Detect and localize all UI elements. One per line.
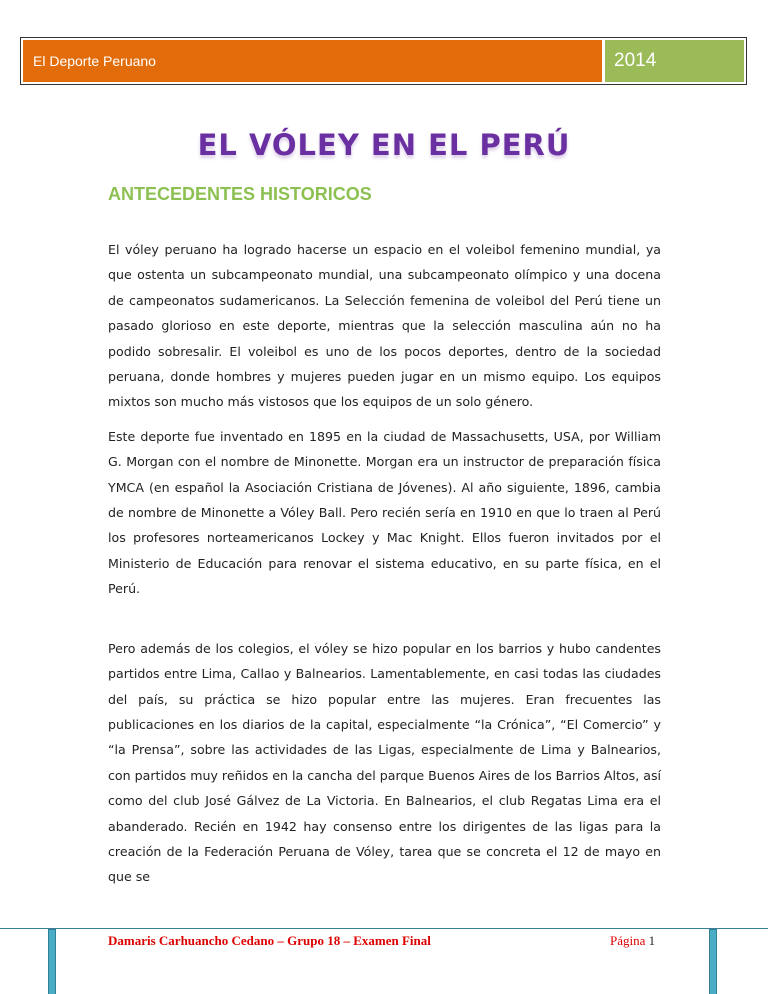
footer-page <box>610 933 655 949</box>
footer-left-bar <box>48 929 56 994</box>
header-year: 2014 <box>605 40 744 82</box>
page-label: Página <box>610 933 646 948</box>
page-number: 1 <box>648 933 656 948</box>
header-title: El Deporte Peruano <box>23 40 602 82</box>
page-header <box>20 37 747 85</box>
paragraph: Pero además de los colegios, el vóley se hizo popular en los barrios y hubo candentes partidos entre Lima, Callao y Balnearios. Lamentablemente, en casi todas las ciudades del país, su práctica se hizo popular entre las mujeres. Eran frecuentes las publicaciones en los diarios de la capital, especialmente “la Crónica”, “El Comercio” y “la Prensa”, sobre las actividades de las Ligas, especialmente de Lima y Balnearios, con partidos muy reñidos en la cancha del parque Buenos Aires de los Barrios Altos, así como del club José Gálvez de La Victoria. En Balnearios, el club Regatas Lima era el abanderado. Recién en 1942 hay consenso entre los dirigentes de las ligas para la creación de la Federación Peruana de Vóley, tarea que se concreta el 12 de mayo en que se <box>108 640 661 885</box>
body-text <box>108 237 661 899</box>
paragraph: Este deporte fue inventado en 1895 en la ciudad de Massachusetts, USA, por William G. Morgan con el nombre de Minonette. Morgan era un instructor de preparación física YMCA (en español la Asociación Cristiana de Jóvenes). Al año siguiente, 1896, cambia de nombre de Minonette a Vóley Ball. Pero recién sería en 1910 en que lo traen al Perú los profesores norteamericanos Lockey y Mac Knight. Ellos fueron invitados por el Ministerio de Educación para renovar el sistema educativo, en su parte física, en el Perú. <box>108 428 661 597</box>
footer-right-bar <box>709 929 717 994</box>
section-heading: ANTECEDENTES HISTORICOS <box>108 184 372 204</box>
footer-divider <box>0 928 768 929</box>
document-title: EL VÓLEY EN EL PERÚ <box>197 128 571 162</box>
footer-author: Damaris Carhuancho Cedano – Grupo 18 – Examen Final <box>108 933 431 948</box>
paragraph: El vóley peruano ha logrado hacerse un espacio en el voleibol femenino mundial, ya que ostenta un subcampeonato mundial, una subcampeonato olímpico y una docena de campeonatos sudamericanos. La Selección femenina de voleibol del Perú tiene un pasado glorioso en este deporte, mientras que la selección masculina aún no ha podido sobresalir. El voleibol es uno de los pocos deportes, dentro de la sociedad peruana, donde hombres y mujeres pueden jugar en un mismo equipo. Los equipos mixtos son mucho más vistosos que los equipos de un solo género. <box>108 242 661 410</box>
